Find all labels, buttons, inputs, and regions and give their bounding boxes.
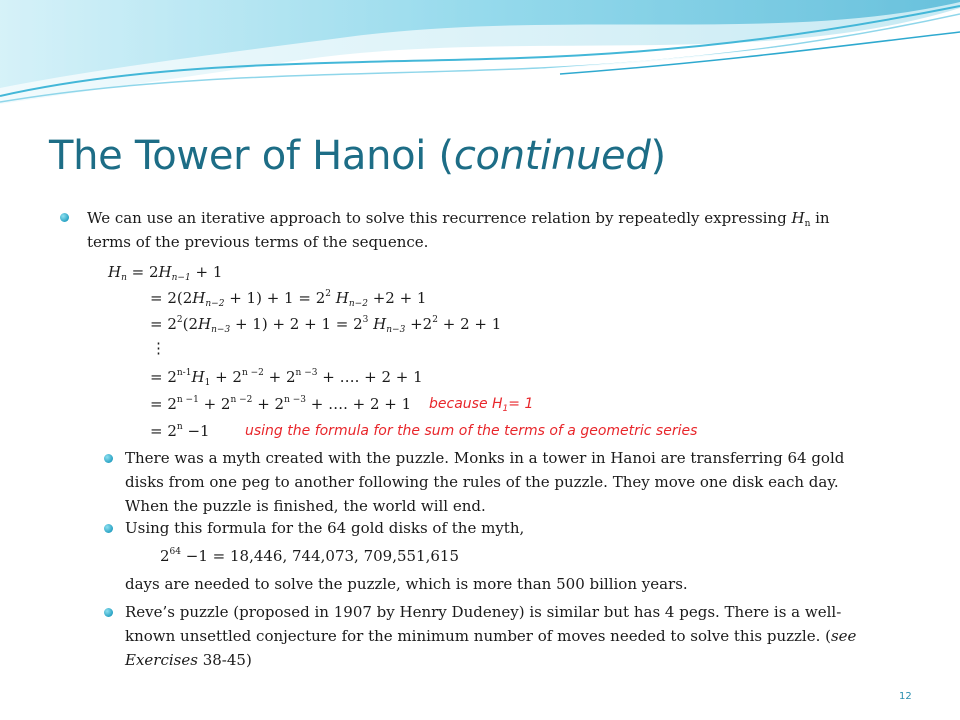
equation-line: = $2(2H_{n-2} + 1) + 1 = 2^2$ $H_{n-2} +2 + 1$ xyxy=(150,289,427,309)
equation-note: using the formula for the sum of the terms of a geometric series xyxy=(245,423,698,439)
equation-line: = $2^{n -1} + 2^{n -2} + 2^{n -3}$ + …. + 2 + 1 xyxy=(150,395,412,413)
bullet-dot xyxy=(104,454,113,463)
sub3-line1: Reve’s puzzle (proposed in 1907 by Henry Dudeney) is similar but has 4 pegs. There is a well- xyxy=(125,603,842,621)
bullet1-text: We can use an iterative approach to solve this recurrence relation by repeatedly expressing xyxy=(87,209,792,227)
sub3-range: 38-45) xyxy=(197,651,252,669)
sub3-line3 xyxy=(125,648,252,672)
slide-title xyxy=(49,133,666,179)
equation-line: = $2^{n-1}H_1 + 2^{n -2} + 2^{n -3}$ + …. + 2 + 1 xyxy=(150,368,423,388)
equation-line: = $2^2(2H_{n-3} + 1) + 2 + 1 = 2^3$ $H_{n-3} +2^2 + 2 + 1$ xyxy=(150,315,502,335)
sub1-line1: There was a myth created with the puzzle. Monks in a tower in Hanoi are transferring 64 gold xyxy=(125,449,845,467)
equation-line: ⋮ xyxy=(151,339,166,357)
bullet1-line1 xyxy=(87,206,830,230)
bullet-dot xyxy=(60,213,69,222)
equation-line: $H_n = 2H_{n-1} + 1$ xyxy=(108,263,223,283)
bullet1-post: in xyxy=(810,209,830,227)
title-close: ) xyxy=(650,133,666,179)
sub3-see: see xyxy=(830,627,857,645)
title-main: The Tower of Hanoi ( xyxy=(49,133,454,179)
sub1-line2: disks from one peg to another following the rules of the puzzle. They move one disk each day. xyxy=(125,473,839,491)
bullet-dot xyxy=(104,524,113,533)
page-number: 12 xyxy=(899,691,912,702)
sub3-exercises: Exercises xyxy=(125,651,198,669)
bullet-dot xyxy=(104,608,113,617)
equation-line: = $2^n -1$ xyxy=(150,422,210,440)
bullet1-line2: terms of the previous terms of the sequence. xyxy=(87,233,429,251)
bullet1-var: H xyxy=(791,209,805,227)
sub2-line1: Using this formula for the 64 gold disks of the myth, xyxy=(125,519,525,537)
sub3-line2 xyxy=(125,624,856,648)
sub1-line3: When the puzzle is finished, the world will end. xyxy=(125,497,486,515)
sub2-line3: days are needed to solve the puzzle, which is more than 500 billion years. xyxy=(125,575,688,593)
bullet1-sub: n xyxy=(804,219,811,229)
title-italic: continued xyxy=(453,133,651,179)
header-wave-decoration xyxy=(0,0,960,120)
sub2-formula: $2^{64} -1 = 18,446$, 744,073, 709,551,615 xyxy=(160,547,459,565)
equation-note: because $H_1= 1$ xyxy=(429,396,534,414)
sub3-line2-text: known unsettled conjecture for the minimum number of moves needed to solve this puzzle. ( xyxy=(125,627,831,645)
